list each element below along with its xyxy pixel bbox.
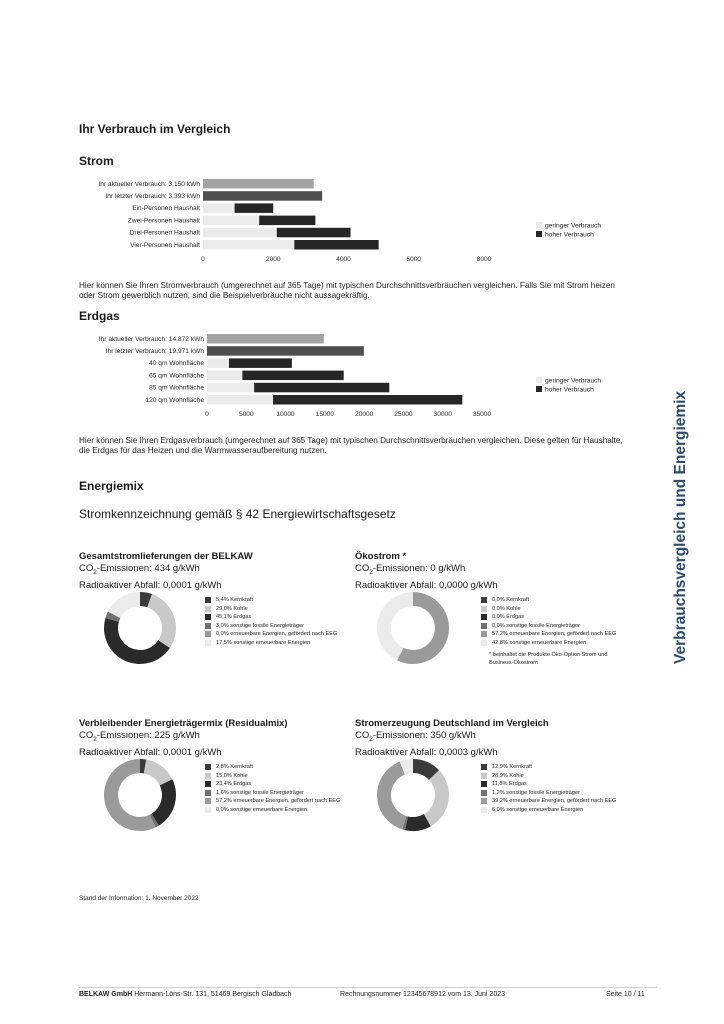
energiemix-subtitle: Stromkennzeichnung gemäß § 42 Energiewirtschaftsgesetz xyxy=(79,507,396,521)
mix-legend-label: 15,0% Kohle xyxy=(216,772,248,779)
side-title: Verbrauchsvergleich und Energiemix xyxy=(672,390,689,664)
mix-legend-swatch xyxy=(481,631,487,637)
mix-donut-slice xyxy=(424,770,449,826)
x-tick-label: 0 xyxy=(205,411,209,419)
strom-paragraph-line: oder Strom gewerblich nutzen, sind die Beispielverbräuche nicht aussagekräftig. xyxy=(79,291,370,300)
low-consumption-bar xyxy=(207,358,229,368)
mix-legend-row xyxy=(481,772,616,781)
mix-legend-label: 29,0% Kohle xyxy=(216,605,248,612)
mix-legend-row xyxy=(481,780,616,789)
mix-legend xyxy=(481,596,616,647)
erdgas-paragraph-line: Hier können Sie Ihren Erdgasverbrauch (umgerechnet auf 365 Tage) mit typischen Durchschnittsverbräuchen vergleichen. Diese gelten für Haushalte, xyxy=(79,436,623,445)
high-consumption-bar xyxy=(229,358,292,368)
mix-block-title: Ökostrom * xyxy=(355,551,407,562)
footer-address xyxy=(79,991,291,998)
mix-legend-row xyxy=(205,630,337,639)
mix-legend-row xyxy=(205,806,340,815)
high-consumption-bar xyxy=(294,240,378,250)
mix-legend-row xyxy=(481,613,616,622)
last-consumption-bar xyxy=(207,346,364,356)
mix-legend-swatch xyxy=(481,781,487,787)
mix-legend-label: 23,4% Erdgas xyxy=(216,781,252,788)
mix-legend-row xyxy=(205,763,340,772)
footer-page-number: Seite 10 / 11 xyxy=(606,991,645,998)
information-date: Stand der Information: 1. November 2022 xyxy=(79,895,199,902)
high-consumption-bar xyxy=(242,371,343,381)
mix-donut-slice xyxy=(147,594,176,648)
mix-legend-swatch xyxy=(481,790,487,796)
mix-legend-row xyxy=(481,596,616,605)
low-consumption-bar xyxy=(203,216,259,226)
bar-category-label: 120 qm Wohnfläche xyxy=(145,396,204,404)
mix-legend-swatch xyxy=(205,781,211,787)
mix-legend-swatch xyxy=(205,640,211,646)
mix-legend-row xyxy=(205,780,340,789)
mix-legend-label: 28,9% Kohle xyxy=(492,772,524,779)
x-tick-label: 20000 xyxy=(354,411,374,419)
erdgas-chart-title: Erdgas xyxy=(79,309,120,323)
co2-subscript: 2 xyxy=(369,735,373,743)
mix-legend-swatch xyxy=(481,807,487,813)
bar-category-label: 65 qm Wohnfläche xyxy=(149,372,204,380)
mix-footnote-line: Business-Ökostrom xyxy=(489,660,538,666)
mix-donut-chart xyxy=(95,583,185,673)
erdgas-paragraph-line: die Erdgas für das Heizen und die Warmwasseraufbereitung nutzen. xyxy=(79,446,327,455)
strom-chart-title: Strom xyxy=(79,154,114,168)
low-consumption-bar xyxy=(203,240,294,250)
mix-legend-label: 0,0% sonstige fossile Energieträger xyxy=(492,622,580,629)
mix-block-title: Stromerzeugung Deutschland im Vergleich xyxy=(355,718,549,729)
mix-legend-row xyxy=(205,772,340,781)
x-tick-label: 35000 xyxy=(472,411,492,419)
co2-value: -Emissionen: 0 g/kWh xyxy=(372,563,466,574)
footer-divider xyxy=(79,987,657,988)
radioactive-waste: Radioaktiver Abfall: 0,0000 g/kWh xyxy=(355,579,498,591)
x-tick-label: 6000 xyxy=(406,256,422,264)
high-consumption-bar xyxy=(273,395,462,405)
mix-legend-label: 1,6% sonstige fossile Energieträger xyxy=(216,789,304,796)
mix-legend-swatch xyxy=(205,764,211,770)
mix-legend-swatch xyxy=(481,597,487,603)
mix-legend-swatch xyxy=(205,790,211,796)
co2-prefix: CO xyxy=(79,563,94,574)
mix-legend xyxy=(481,763,616,814)
mix-legend-label: 6,0% sonstige erneuerbare Energien xyxy=(492,806,584,813)
mix-legend-label: 42,8% sonstige erneuerbare Energien xyxy=(492,639,587,646)
mix-legend-label: 0,0% sonstige erneuerbare Energien xyxy=(216,806,308,813)
mix-legend-row xyxy=(205,797,340,806)
low-consumption-bar xyxy=(207,395,273,405)
bar-category-label: 40 qm Wohnfläche xyxy=(149,360,204,368)
radioactive-waste: Radioaktiver Abfall: 0,0001 g/kWh xyxy=(79,746,222,758)
page-title: Ihr Verbrauch im Vergleich xyxy=(79,122,231,136)
mix-legend-row xyxy=(205,613,337,622)
mix-legend-label: 0,0% Erdgas xyxy=(492,614,525,621)
mix-donut-chart xyxy=(95,750,185,840)
x-tick-label: 25000 xyxy=(394,411,413,419)
mix-legend-swatch xyxy=(205,631,211,637)
mix-legend-swatch xyxy=(481,614,487,620)
mix-legend-row xyxy=(205,789,340,798)
x-tick-label: 4000 xyxy=(336,256,351,264)
co2-value: -Emissionen: 434 g/kWh xyxy=(96,563,200,574)
mix-block-title: Gesamtstromlieferungen der BELKAW xyxy=(79,551,253,562)
co2-prefix: CO xyxy=(355,563,370,574)
co2-subscript: 2 xyxy=(93,735,97,743)
bar-category-label: Ihr letzter Verbrauch: 19.971 kWh xyxy=(105,347,204,355)
energiemix-title: Energiemix xyxy=(79,479,144,493)
co2-emissions xyxy=(79,729,288,746)
mix-legend-row xyxy=(481,622,616,631)
mix-legend-swatch xyxy=(481,606,487,612)
legend-swatch-high xyxy=(536,386,542,392)
co2-subscript: 2 xyxy=(369,568,373,576)
mix-legend-swatch xyxy=(205,597,211,603)
current-consumption-bar xyxy=(207,334,324,344)
legend-swatch-high xyxy=(536,231,542,237)
mix-legend-label: 5,4% Kernkraft xyxy=(216,597,253,604)
mix-legend-label: 17,5% sonstige erneuerbare Energien xyxy=(216,639,311,646)
legend-label-low: geringer Verbrauch xyxy=(545,222,602,230)
mix-legend-label: 2,8% Kernkraft xyxy=(216,764,253,771)
mix-legend-row xyxy=(205,622,337,631)
footer-invoice-number: Rechnungsnummer 12345678912 vom 13. Juni 2023 xyxy=(340,991,506,998)
mix-legend-swatch xyxy=(205,614,211,620)
erdgas-paragraph xyxy=(79,436,679,456)
bar-category-label: Ihr letzter Verbrauch: 3.393 kWh xyxy=(105,192,200,200)
mix-legend xyxy=(205,596,337,647)
mix-legend-label: 0,0% Kernkraft xyxy=(492,597,529,604)
mix-donut-slice xyxy=(152,779,176,825)
mix-legend xyxy=(205,763,340,814)
x-tick-label: 2000 xyxy=(265,256,281,264)
mix-legend-swatch xyxy=(481,623,487,629)
current-consumption-bar xyxy=(203,179,314,189)
mix-legend-swatch xyxy=(205,623,211,629)
footer-company: BELKAW GmbH xyxy=(79,991,133,998)
x-tick-label: 15000 xyxy=(315,411,335,419)
strom-paragraph-line: Hier können Sie Ihren Stromverbrauch (umgerechnet auf 365 Tage) mit typischen Durchschnittsverbräuchen vergleichen. Falls Sie mit Strom heizen xyxy=(79,281,615,290)
mix-footnote xyxy=(489,651,607,667)
x-tick-label: 0 xyxy=(201,256,205,264)
mix-legend-row xyxy=(481,630,616,639)
mix-legend-row xyxy=(205,596,337,605)
mix-legend-swatch xyxy=(205,807,211,813)
last-consumption-bar xyxy=(203,191,322,201)
bar-category-label: Ihr aktueller Verbrauch: 14.872 kWh xyxy=(98,335,204,343)
footer-street: Hermann-Löns-Str. 131, 51469 Bergisch Gladbach xyxy=(134,991,292,998)
high-consumption-bar xyxy=(254,383,389,393)
high-consumption-bar xyxy=(235,203,274,213)
low-consumption-bar xyxy=(207,383,254,393)
mix-legend-swatch xyxy=(481,773,487,779)
bar-category-label: Vier-Personen Haushalt xyxy=(130,241,200,249)
co2-emissions xyxy=(355,729,549,746)
x-tick-label: 30000 xyxy=(433,411,452,419)
high-consumption-bar xyxy=(277,228,351,238)
mix-legend-label: 0,0% Kohle xyxy=(492,605,521,612)
erdgas-bar-chart xyxy=(60,330,660,425)
mix-legend-label: 12,9% Kernkraft xyxy=(492,764,533,771)
radioactive-waste: Radioaktiver Abfall: 0,0003 g/kWh xyxy=(355,746,498,758)
legend-swatch-low xyxy=(536,222,542,228)
co2-value: -Emissionen: 225 g/kWh xyxy=(96,730,200,741)
co2-emissions xyxy=(79,562,253,579)
mix-donut-chart xyxy=(368,750,458,840)
mix-legend-swatch xyxy=(205,773,211,779)
co2-emissions xyxy=(355,562,498,579)
legend-label-high: hoher Verbrauch xyxy=(545,386,594,394)
mix-legend-label: 0,0% erneuerbare Energien, gefördert nach EEG xyxy=(216,631,338,638)
strom-bar-chart xyxy=(60,175,660,270)
mix-legend-swatch xyxy=(205,606,211,612)
low-consumption-bar xyxy=(203,228,277,238)
mix-legend-row xyxy=(481,789,616,798)
mix-legend-label: 45,1% Erdgas xyxy=(216,614,252,621)
mix-legend-label: 11,8% Erdgas xyxy=(492,781,527,788)
bar-category-label: Zwei-Personen Haushalt xyxy=(127,217,200,225)
mix-legend-swatch xyxy=(481,764,487,770)
mix-legend-row xyxy=(205,639,337,648)
mix-legend-label: 57,2% erneuerbare Energien, gefördert nach EEG xyxy=(216,798,341,805)
mix-legend-swatch xyxy=(481,640,487,646)
legend-label-low: geringer Verbrauch xyxy=(545,377,602,385)
bar-category-label: Ein-Personen Haushalt xyxy=(132,205,200,213)
legend-swatch-low xyxy=(536,377,542,383)
mix-legend-label: 57,2% erneuerbare Energien, gefördert nach EEG xyxy=(492,631,617,638)
mix-donut-chart xyxy=(368,583,458,673)
low-consumption-bar xyxy=(203,203,235,213)
mix-legend-row xyxy=(481,797,616,806)
radioactive-waste: Radioaktiver Abfall: 0,0001 g/kWh xyxy=(79,579,222,591)
co2-value: -Emissionen: 350 g/kWh xyxy=(372,730,476,741)
low-consumption-bar xyxy=(207,371,242,381)
mix-legend-label: 1,2% sonstige fossile Energieträger xyxy=(492,789,580,796)
co2-prefix: CO xyxy=(355,730,370,741)
mix-legend-label: 3,0% sonstige fossile Energieträger xyxy=(216,622,304,629)
co2-prefix: CO xyxy=(79,730,94,741)
mix-donut-slice xyxy=(377,762,406,830)
x-tick-label: 10000 xyxy=(276,411,295,419)
bar-category-label: Ihr aktueller Verbrauch: 3.150 kWh xyxy=(98,180,200,188)
mix-legend-row xyxy=(205,605,337,614)
mix-footnote-line: * beinhaltet die Produkte Öko-Option Strom und xyxy=(489,652,608,658)
bar-category-label: Drei-Personen Haushalt xyxy=(129,229,200,237)
bar-category-label: 85 qm Wohnfläche xyxy=(149,384,204,392)
x-tick-label: 8000 xyxy=(476,256,492,264)
mix-block-title: Verbleibender Energieträgermix (Residualmix) xyxy=(79,718,288,729)
mix-legend-swatch xyxy=(205,798,211,804)
mix-legend-label: 39,2% erneuerbare Energien, gefördert nach EEG xyxy=(492,798,617,805)
high-consumption-bar xyxy=(259,216,315,226)
x-tick-label: 5000 xyxy=(238,411,254,419)
mix-legend-row xyxy=(481,806,616,815)
mix-legend-swatch xyxy=(481,798,487,804)
strom-paragraph xyxy=(79,281,679,301)
mix-legend-row xyxy=(481,605,616,614)
mix-legend-row xyxy=(481,763,616,772)
co2-subscript: 2 xyxy=(93,568,97,576)
legend-label-high: hoher Verbrauch xyxy=(545,231,594,239)
mix-legend-row xyxy=(481,639,616,648)
